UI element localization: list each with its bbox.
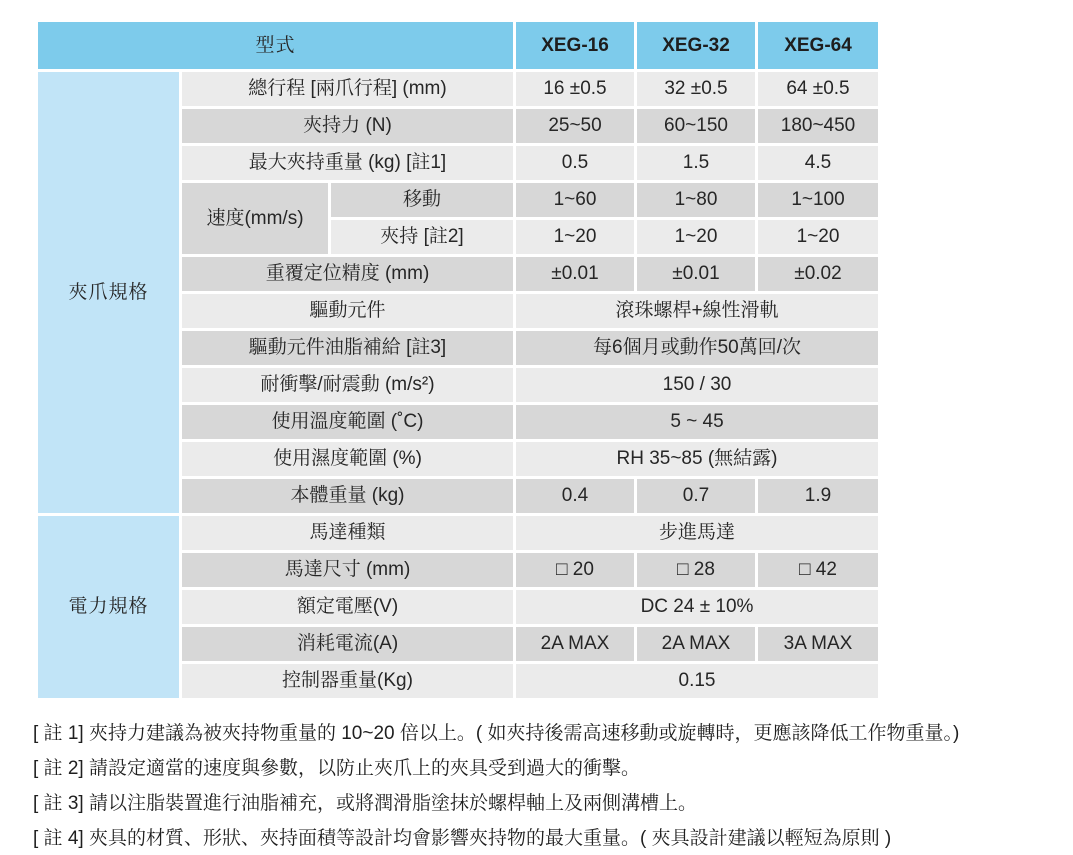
speed-grip-label: 夾持 [註2] (331, 220, 513, 254)
drive-element-label: 驅動元件 (182, 294, 513, 328)
footnote-1: [ 註 1] 夾持力建議為被夾持物重量的 10~20 倍以上。( 如夾持後需高速移動或旋轉時，更應該降低工作物重量。) (33, 723, 960, 744)
header-type-label: 型式 (38, 22, 513, 69)
header-model-xeg16: XEG-16 (516, 22, 634, 69)
spec-table (35, 19, 881, 701)
motor-size-value-xeg16: □ 20 (516, 553, 634, 587)
footnote-2: [ 註 2] 請設定適當的速度與參數，以防止夾爪上的夾具受到過大的衝擊。 (33, 758, 640, 779)
repeatability-value-xeg64: ±0.02 (758, 257, 878, 291)
row-stroke (38, 72, 878, 106)
speed-grip-value-xeg64: 1~20 (758, 220, 878, 254)
speed-grip-value-xeg32: 1~20 (637, 220, 755, 254)
shock-label: 耐衝擊/耐震動 (m/s²) (182, 368, 513, 402)
controller-weight-label: 控制器重量(Kg) (182, 664, 513, 698)
repeatability-value-xeg16: ±0.01 (516, 257, 634, 291)
humidity-value: RH 35~85 (無結露) (516, 442, 878, 476)
drive-element-value: 滾珠螺桿+線性滑軌 (516, 294, 878, 328)
footnote-4: [ 註 4] 夾具的材質、形狀、夾持面積等設計均會影響夾持物的最大重量。( 夾具設計建議以輕短為原則 ) (33, 828, 892, 849)
current-label: 消耗電流(A) (182, 627, 513, 661)
shock-value: 150 / 30 (516, 368, 878, 402)
stroke-value-xeg32: 32 ±0.5 (637, 72, 755, 106)
stroke-value-xeg64: 64 ±0.5 (758, 72, 878, 106)
body-weight-label: 本體重量 (kg) (182, 479, 513, 513)
speed-grip-value-xeg16: 1~20 (516, 220, 634, 254)
speed-move-label: 移動 (331, 183, 513, 217)
grip-force-label: 夾持力 (N) (182, 109, 513, 143)
current-value-xeg64: 3A MAX (758, 627, 878, 661)
body-weight-value-xeg16: 0.4 (516, 479, 634, 513)
max-payload-value-xeg16: 0.5 (516, 146, 634, 180)
repeatability-label: 重覆定位精度 (mm) (182, 257, 513, 291)
body-weight-value-xeg64: 1.9 (758, 479, 878, 513)
footnote-3: [ 註 3] 請以注脂裝置進行油脂補充，或將潤滑脂塗抹於螺桿軸上及兩側溝槽上。 (33, 793, 697, 814)
grease-value: 每6個月或動作50萬回/次 (516, 331, 878, 365)
section-power-specs: 電力規格 (38, 516, 179, 698)
speed-move-value-xeg64: 1~100 (758, 183, 878, 217)
motor-size-value-xeg64: □ 42 (758, 553, 878, 587)
stroke-value-xeg16: 16 ±0.5 (516, 72, 634, 106)
max-payload-label: 最大夾持重量 (kg) [註1] (182, 146, 513, 180)
header-model-xeg32: XEG-32 (637, 22, 755, 69)
speed-move-value-xeg32: 1~80 (637, 183, 755, 217)
repeatability-value-xeg32: ±0.01 (637, 257, 755, 291)
motor-type-value: 步進馬達 (516, 516, 878, 550)
current-value-xeg32: 2A MAX (637, 627, 755, 661)
grip-force-value-xeg32: 60~150 (637, 109, 755, 143)
rated-voltage-label: 額定電壓(V) (182, 590, 513, 624)
body-weight-value-xeg32: 0.7 (637, 479, 755, 513)
current-value-xeg16: 2A MAX (516, 627, 634, 661)
controller-weight-value: 0.15 (516, 664, 878, 698)
motor-type-label: 馬達種類 (182, 516, 513, 550)
grease-label: 驅動元件油脂補給 [註3] (182, 331, 513, 365)
grip-force-value-xeg16: 25~50 (516, 109, 634, 143)
motor-size-value-xeg32: □ 28 (637, 553, 755, 587)
motor-size-label: 馬達尺寸 (mm) (182, 553, 513, 587)
temperature-label: 使用溫度範圍 (˚C) (182, 405, 513, 439)
rated-voltage-value: DC 24 ± 10% (516, 590, 878, 624)
stroke-label: 總行程 [兩爪行程] (mm) (182, 72, 513, 106)
temperature-value: 5 ~ 45 (516, 405, 878, 439)
footnotes (33, 716, 1063, 855)
section-gripper-specs: 夾爪規格 (38, 72, 179, 513)
table-header-row (38, 22, 878, 69)
speed-group-label: 速度(mm/s) (182, 183, 328, 254)
max-payload-value-xeg32: 1.5 (637, 146, 755, 180)
max-payload-value-xeg64: 4.5 (758, 146, 878, 180)
humidity-label: 使用濕度範圍 (%) (182, 442, 513, 476)
grip-force-value-xeg64: 180~450 (758, 109, 878, 143)
header-model-xeg64: XEG-64 (758, 22, 878, 69)
speed-move-value-xeg16: 1~60 (516, 183, 634, 217)
row-motor-type (38, 516, 878, 550)
